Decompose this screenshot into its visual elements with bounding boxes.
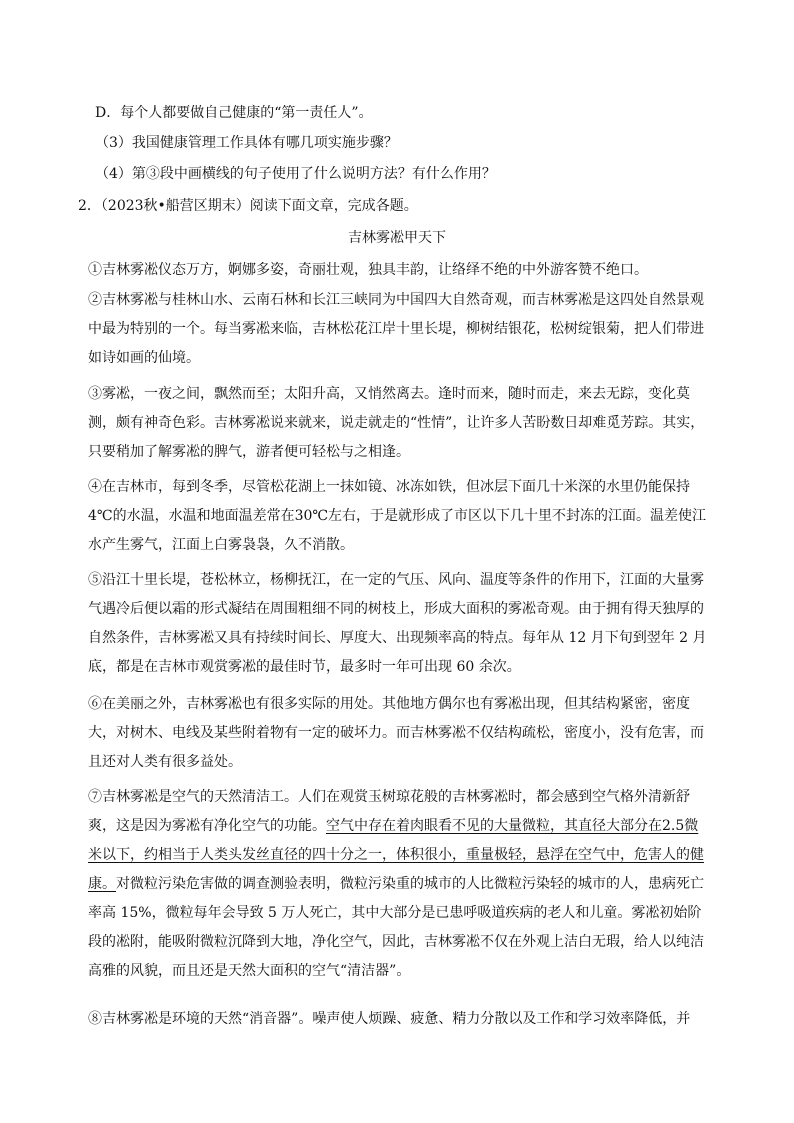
paragraph-8	[88, 1005, 708, 1034]
paragraph-4-text: ④在吉林市，每到冬季，尽管松花湖上一抹如镜、冰冻如铁，但冰层下面几十米深的水里仍能保持4℃的水温，水温和地面温差常在30℃左右，于是就形成了市区以下几十里不封冻的江面。温差使江水产生雾气，江面上白雾袅袅，久不消散。	[88, 479, 707, 553]
paragraph-6-text: ⑥在美丽之外，吉林雾凇也有很多实际的用处。其他地方偶尔也有雾凇出现，但其结构紧密，密度大，对树木、电线及某些附着物有一定的破坏力。而吉林雾凇不仅结构疏松，密度小，没有危害，而且还对人类有很多益处。	[88, 696, 704, 770]
question-4: （4）第③段中画横线的句子使用了什么说明方法？有什么作用？	[95, 166, 496, 182]
paragraph-6	[88, 690, 708, 777]
paragraph-3	[88, 380, 708, 467]
paragraph-3-text: ③雾凇，一夜之间，飘然而至；太阳升高，又悄然离去。逢时而来，随时而走，来去无踪，变化莫测，颇有神奇色彩。吉林雾凇说来就来，说走就走的“性情”，让许多人苦盼数日却难觅芳踪。其实，只要稍加了解雾凇的脾气，游者便可轻松与之相逢。	[88, 386, 705, 460]
article-title: 吉林雾凇甲天下	[348, 230, 446, 246]
paragraph-5	[88, 566, 708, 682]
paragraph-7-text-b: 对微粒污染危害做的调查测验表明，微粒污染重的城市的人比微粒污染轻的城市的人，患病死亡率高 15%，微粒每年会导致 5 万人死亡，其中大部分是已患呼吸道疾病的老人和儿童。雾凇初始阶段的凇附，能吸附微粒沉降到大地，净化空气，因此，吉林雾凇不仅在外观上洁白无瑕，给人以纯洁高雅的风貌，而且还是天然大面积的空气“清洁器”。	[88, 876, 704, 979]
paragraph-4	[88, 473, 708, 560]
paragraph-5-text: ⑤沿江十里长堤，苍松林立，杨柳抚江，在一定的气压、风向、温度等条件的作用下，江面的大量雾气遇冷后便以霜的形式凝结在周围粗细不同的树枝上，形成大面积的雾凇奇观。由于拥有得天独厚的自然条件，吉林雾凇又具有持续时间长、厚度大、出现频率高的特点。每年从 12 月下旬到翌年 2 月底，都是在吉林市观赏雾凇的最佳时节，最多时一年可出现 60 余次。	[88, 572, 707, 675]
paragraph-7-text-a: ⑦吉林雾凇是空气的天然清洁工。人们在观赏玉树琼花般的吉林雾凇时，都会感到空气格外清新舒爽，这是因为雾凇有净化空气的功能。	[88, 789, 690, 834]
paragraph-2	[88, 286, 708, 373]
paragraph-8-text: ⑧吉林雾凇是环境的天然“消音器”。噪声使人烦躁、疲惫、精力分散以及工作和学习效率降低，并	[88, 1011, 691, 1027]
paragraph-7-underlined-sentence: 空气中存在着肉眼看不见的大量微粒，其直径大部分在2.5微米以下，约相当于人类头发丝直径的四十分之一，体积很小，重量极轻，悬浮在空气中，危害人的健康。	[88, 818, 704, 892]
item-2-heading: 2．（2023秋•船营区期末）阅读下面文章，完成各题。	[78, 198, 418, 214]
paragraph-2-text: ②吉林雾凇与桂林山水、云南石林和长江三峡同为中国四大自然奇观，而吉林雾凇是这四处自然景观中最为特别的一个。每当雾凇来临，吉林松花江岸十里长堤，柳树结银花，松树绽银菊，把人们带进如诗如画的仙境。	[88, 292, 704, 366]
paragraph-1	[88, 256, 708, 285]
paragraph-7	[88, 783, 708, 986]
option-d: D．每个人都要做自己健康的“第一责任人”。	[95, 105, 373, 121]
paragraph-1-text: ①吉林雾凇仪态万方，婀娜多姿，奇丽壮观，独具丰韵，让络绎不绝的中外游客赞不绝口。	[88, 262, 648, 278]
question-3: （3）我国健康管理工作具体有哪几项实施步骤？	[95, 135, 398, 151]
